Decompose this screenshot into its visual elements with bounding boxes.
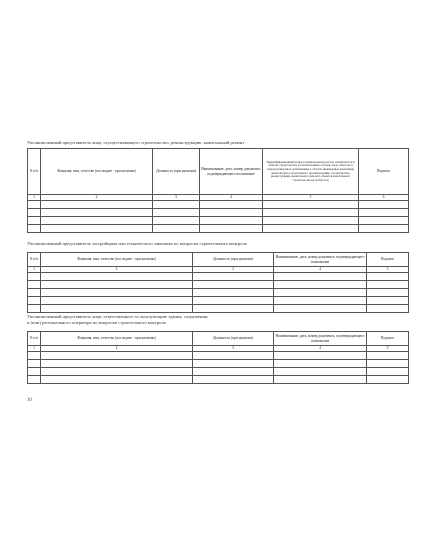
col-number: 3 — [193, 267, 274, 273]
header-signature: Подпись — [359, 149, 409, 195]
header-number: N п/п — [28, 332, 41, 346]
entry-cell[interactable] — [274, 281, 367, 289]
entry-cell[interactable] — [274, 273, 367, 281]
table-row — [28, 368, 409, 376]
entry-cell[interactable] — [28, 360, 41, 368]
entry-cell[interactable] — [28, 297, 41, 305]
entry-cell[interactable] — [193, 368, 274, 376]
section3-title-line2: и (или) регионального оператора по вопросам строительного контроля — [27, 320, 166, 325]
entry-cell[interactable] — [28, 209, 41, 217]
section2-header-row — [28, 253, 409, 267]
header-number: N п/п — [28, 149, 41, 195]
entry-cell[interactable] — [41, 305, 193, 313]
col-number: 1 — [28, 195, 41, 201]
entry-cell[interactable] — [153, 209, 200, 217]
entry-cell[interactable] — [41, 360, 193, 368]
entry-cell[interactable] — [28, 305, 41, 313]
entry-cell[interactable] — [28, 281, 41, 289]
entry-cell[interactable] — [28, 352, 41, 360]
entry-cell[interactable] — [28, 217, 41, 225]
entry-cell[interactable] — [28, 289, 41, 297]
col-number: 5 — [263, 195, 359, 201]
entry-cell[interactable] — [28, 225, 41, 233]
header-authority-document: Наименование, дата, номер документа, подтверждающего полномочие — [200, 149, 263, 195]
col-number: 5 — [367, 267, 409, 273]
entry-cell[interactable] — [41, 376, 193, 384]
entry-cell[interactable] — [41, 225, 153, 233]
entry-cell[interactable] — [193, 281, 274, 289]
entry-cell[interactable] — [263, 201, 359, 209]
table-row — [28, 273, 409, 281]
col-number: 1 — [28, 346, 41, 352]
col-number: 3 — [153, 195, 200, 201]
entry-cell[interactable] — [41, 368, 193, 376]
entry-cell[interactable] — [41, 201, 153, 209]
entry-cell[interactable] — [193, 305, 274, 313]
entry-cell[interactable] — [41, 281, 193, 289]
entry-cell[interactable] — [41, 217, 153, 225]
table-row — [28, 376, 409, 384]
section3-table — [27, 331, 409, 384]
table-row — [28, 305, 409, 313]
entry-cell[interactable] — [274, 289, 367, 297]
table-row — [28, 225, 409, 233]
entry-cell[interactable] — [41, 352, 193, 360]
col-number: 2 — [41, 267, 193, 273]
entry-cell[interactable] — [200, 217, 263, 225]
header-full-name: Фамилия, имя, отчество (последнее - при наличии) — [41, 253, 193, 267]
page-number: 10 — [27, 398, 32, 403]
entry-cell[interactable] — [359, 209, 409, 217]
section1-title: Уполномоченный представитель лица, осуществляющего строительство, реконструкцию, капитальный ремонт — [27, 140, 245, 145]
header-authority-document: Наименование, дата, номер документа, подтверждающего полномочие — [274, 253, 367, 267]
entry-cell[interactable] — [41, 289, 193, 297]
entry-cell[interactable] — [28, 273, 41, 281]
entry-cell[interactable] — [193, 376, 274, 384]
table-row — [28, 360, 409, 368]
header-position: Должность (при наличии) — [193, 332, 274, 346]
entry-cell[interactable] — [367, 305, 409, 313]
table-row — [28, 209, 409, 217]
header-registry-id: Идентификационный номер в национальном реестре специалистов в области строительства (за исключением случаев, когда членство в саморегулируемых организациях в области инженерных изысканий, архитектурно-строительного проектирования, строительства, реконструкции, капитального ремонта объектов капитального строительства не требуется) — [263, 149, 359, 195]
table-row — [28, 352, 409, 360]
col-number: 4 — [274, 267, 367, 273]
entry-cell[interactable] — [28, 376, 41, 384]
entry-cell[interactable] — [359, 225, 409, 233]
entry-cell[interactable] — [367, 368, 409, 376]
header-authority-document: Наименование, дата, номер документа, подтверждающего полномочие — [274, 332, 367, 346]
header-number: N п/п — [28, 253, 41, 267]
entry-cell[interactable] — [153, 217, 200, 225]
header-position: Должность (при наличии) — [193, 253, 274, 267]
entry-cell[interactable] — [193, 352, 274, 360]
entry-cell[interactable] — [367, 360, 409, 368]
header-full-name: Фамилия, имя, отчество (последнее - при наличии) — [41, 332, 193, 346]
entry-cell[interactable] — [274, 368, 367, 376]
col-number: 1 — [28, 267, 41, 273]
col-number: 4 — [200, 195, 263, 201]
entry-cell[interactable] — [367, 376, 409, 384]
entry-cell[interactable] — [263, 209, 359, 217]
table-row — [28, 297, 409, 305]
entry-cell[interactable] — [367, 281, 409, 289]
col-number: 6 — [359, 195, 409, 201]
col-number: 5 — [367, 346, 409, 352]
entry-cell[interactable] — [367, 289, 409, 297]
section3-header-row — [28, 332, 409, 346]
section3-title-line1: Уполномоченный представитель лица, ответственного за эксплуатацию здания, сооружения, — [27, 314, 209, 319]
entry-cell[interactable] — [193, 289, 274, 297]
entry-cell[interactable] — [28, 368, 41, 376]
entry-cell[interactable] — [367, 352, 409, 360]
col-number: 2 — [41, 346, 193, 352]
entry-cell[interactable] — [41, 297, 193, 305]
entry-cell[interactable] — [274, 352, 367, 360]
header-signature: Подпись — [367, 253, 409, 267]
entry-cell[interactable] — [263, 217, 359, 225]
header-signature: Подпись — [367, 332, 409, 346]
entry-cell[interactable] — [274, 360, 367, 368]
entry-cell[interactable] — [359, 217, 409, 225]
header-full-name: Фамилия, имя, отчество (последнее - при наличии) — [41, 149, 153, 195]
section1-table — [27, 148, 409, 233]
table-row — [28, 289, 409, 297]
entry-cell[interactable] — [41, 273, 193, 281]
entry-cell[interactable] — [263, 225, 359, 233]
entry-cell[interactable] — [200, 225, 263, 233]
entry-cell[interactable] — [274, 376, 367, 384]
entry-cell[interactable] — [153, 225, 200, 233]
table-row — [28, 201, 409, 209]
entry-cell[interactable] — [200, 201, 263, 209]
col-number: 2 — [41, 195, 153, 201]
entry-cell[interactable] — [28, 201, 41, 209]
section2-title: Уполномоченный представитель застройщика или технического заказчика по вопросам строительного контроля — [27, 241, 247, 246]
entry-cell[interactable] — [274, 305, 367, 313]
table-row — [28, 281, 409, 289]
section2-table — [27, 252, 409, 313]
entry-cell[interactable] — [153, 201, 200, 209]
entry-cell[interactable] — [193, 297, 274, 305]
col-number: 4 — [274, 346, 367, 352]
entry-cell[interactable] — [274, 297, 367, 305]
section1-header-row — [28, 149, 409, 195]
entry-cell[interactable] — [200, 209, 263, 217]
entry-cell[interactable] — [359, 201, 409, 209]
header-position: Должность (при наличии) — [153, 149, 200, 195]
table-row — [28, 217, 409, 225]
entry-cell[interactable] — [193, 273, 274, 281]
entry-cell[interactable] — [193, 360, 274, 368]
entry-cell[interactable] — [367, 297, 409, 305]
entry-cell[interactable] — [367, 273, 409, 281]
entry-cell[interactable] — [41, 209, 153, 217]
col-number: 3 — [193, 346, 274, 352]
